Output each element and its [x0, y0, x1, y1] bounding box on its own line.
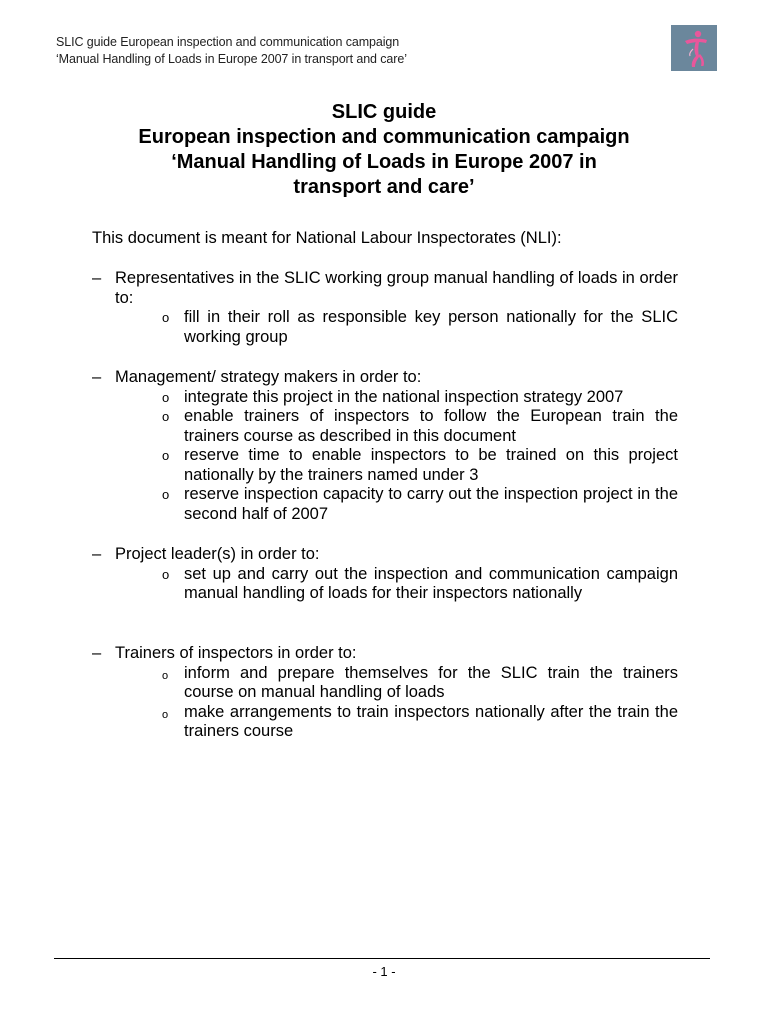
page-number: - 1 -	[372, 964, 396, 979]
bullet-icon: o	[162, 448, 170, 463]
sub-list	[92, 388, 678, 525]
title-line-2: European inspection and communication campaign	[138, 126, 630, 148]
list-item-text: inform and prepare themselves for the SLIC train the trainers course on manual handling of loads	[184, 663, 678, 701]
section-lead	[92, 269, 678, 308]
list-item	[92, 664, 678, 703]
intro-paragraph: This document is meant for National Labour Inspectorates (NLI):	[92, 229, 562, 247]
bullet-icon: o	[162, 310, 170, 325]
section-lead-text: Management/ strategy makers in order to:	[115, 368, 422, 386]
bullet-icon: o	[162, 487, 170, 502]
sub-list	[92, 664, 678, 742]
list-item-text: set up and carry out the inspection and communication campaign manual handling of loads for their inspectors nationally	[184, 564, 678, 602]
bullet-icon: o	[162, 669, 169, 682]
bullet-icon: o	[162, 409, 170, 424]
list-item-text: reserve inspection capacity to carry out the inspection project in the second half of 2007	[184, 485, 678, 523]
list-item-text: fill in their roll as responsible key person nationally for the SLIC working group	[184, 308, 678, 346]
dash-marker: –	[92, 545, 102, 563]
dash-marker: –	[92, 644, 102, 662]
header-line-1: SLIC guide European inspection and communication campaign	[56, 35, 400, 49]
list-item-text: make arrangements to train inspectors nationally after the train the trainers course	[184, 702, 678, 740]
dash-marker: –	[92, 269, 102, 287]
list-item	[92, 565, 678, 604]
section-lead-text: Project leader(s) in order to:	[115, 545, 320, 563]
section-lead-text: Trainers of inspectors in order to:	[115, 644, 357, 662]
title-line-3: ‘Manual Handling of Loads in Europe 2007 in	[171, 151, 597, 173]
bullet-icon: o	[162, 389, 170, 405]
list-item	[92, 485, 678, 524]
list-item	[92, 388, 678, 408]
running-header	[56, 34, 407, 68]
document-title	[40, 100, 728, 200]
list-item-text: reserve time to enable inspectors to be trained on this project nationally by the trainers named under 3	[184, 446, 678, 484]
list-item-text: integrate this project in the national inspection strategy 2007	[184, 387, 624, 406]
title-line-4: transport and care’	[293, 176, 475, 198]
list-item	[92, 407, 678, 446]
dash-marker: –	[92, 368, 102, 386]
section-management	[92, 368, 678, 524]
title-line-1: SLIC guide	[331, 101, 437, 123]
section-lead	[92, 644, 678, 664]
list-item	[92, 446, 678, 485]
section-representatives	[92, 269, 678, 347]
list-item-text: enable trainers of inspectors to follow the European train the trainers course as described in this document	[184, 407, 678, 445]
list-item	[92, 308, 678, 347]
header-line-2: ‘Manual Handling of Loads in Europe 2007 in transport and care’	[56, 52, 407, 66]
sub-list	[92, 308, 678, 347]
sub-list	[92, 565, 678, 604]
organization-logo-icon	[671, 25, 717, 71]
section-lead	[92, 368, 678, 388]
bullet-icon: o	[162, 708, 169, 721]
section-lead	[92, 545, 678, 565]
footer-divider	[54, 958, 710, 959]
section-lead-text: Representatives in the SLIC working group manual handling of loads in order to:	[115, 269, 678, 307]
list-item	[92, 703, 678, 742]
section-project-leaders	[92, 545, 678, 604]
bullet-icon: o	[162, 566, 170, 582]
section-trainers	[92, 644, 678, 742]
